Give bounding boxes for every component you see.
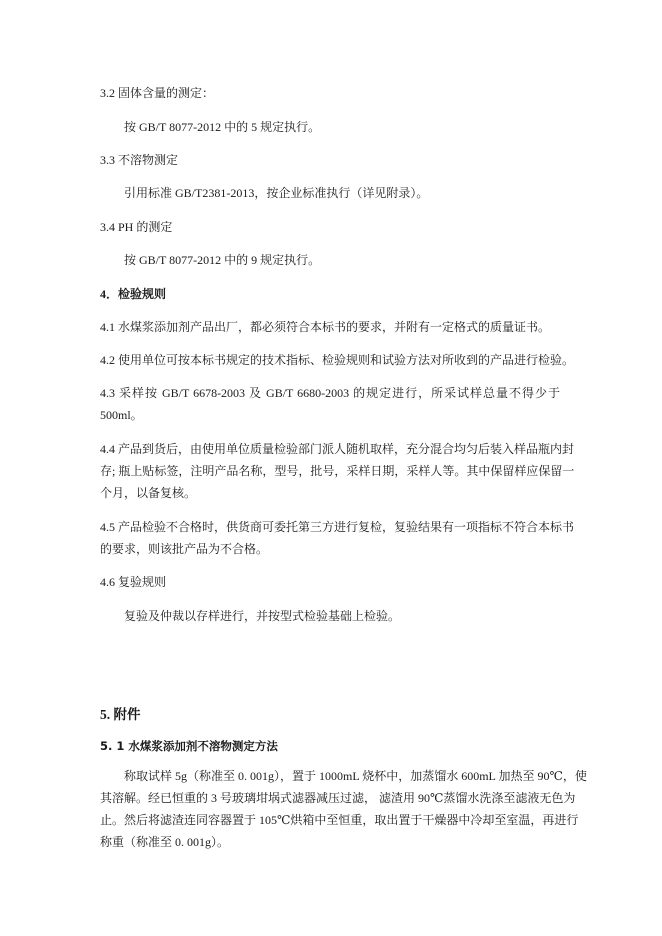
item-4-6-body: 复验及仲裁以存样进行，并按型式检验基础上检验。 (124, 609, 401, 623)
section-3-3-heading: 3.3 不溶物测定 (100, 153, 179, 167)
section-4-heading: 4．检验规则 (100, 287, 167, 301)
section-5-1-heading: 5. 1 水煤浆添加剂不溶物测定方法 (100, 739, 278, 753)
section-5-1-line-1: 称取试样 5g（称准至 0. 001g），置于 1000mL 烧杯中，加蒸馏水 600mL 加热至 90℃，使 (124, 769, 587, 783)
section-5-1-line-3: 止。然后将滤渣连同容器置于 105℃烘箱中至恒重，取出置于干燥器中冷却至室温，再进行 (100, 813, 579, 827)
item-4-4-line-1: 4.4 产品到货后，由使用单位质量检验部门派人随机取样，充分混合均匀后装入样品瓶内封 (100, 442, 575, 456)
section-5-1-line-4: 称重（称准至 0. 001g）。 (100, 835, 230, 849)
item-4-2: 4.2 使用单位可按本标书规定的技术指标、检验规则和试验方法对所收到的产品进行检验。 (100, 353, 575, 367)
item-4-6-heading: 4.6 复验规则 (100, 575, 167, 589)
item-4-5-line-2: 的要求，则该批产品为不合格。 (100, 542, 269, 556)
section-3-2-body: 按 GB/T 8077-2012 中的 5 规定执行。 (124, 120, 321, 134)
section-3-2-heading: 3.2 固体含量的测定： (100, 86, 215, 100)
section-3-4-heading: 3.4 PH 的测定 (100, 220, 173, 234)
item-4-1: 4.1 水煤浆添加剂产品出厂，都必须符合本标书的要求，并附有一定格式的质量证书。 (100, 320, 551, 334)
item-4-5-line-1: 4.5 产品检验不合格时，供货商可委托第三方进行复检，复验结果有一项指标不符合本标书 (100, 520, 575, 534)
section-5-1-line-2: 其溶解。经已恒重的 3 号玻璃坩埚式滤器减压过滤， 滤渣用 90℃蒸馏水洗涤至滤液无色为 (100, 791, 576, 805)
section-3-4-body: 按 GB/T 8077-2012 中的 9 规定执行。 (124, 253, 321, 267)
item-4-4-line-3: 个月，以备复核。 (100, 486, 197, 500)
item-4-3-line-2: 500ml。 (100, 408, 143, 422)
item-4-3-line-1: 4.3 采样按 GB/T 6678-2003 及 GB/T 6680-2003 的规定进行，所采试样总量不得少于 (100, 386, 560, 400)
item-4-4-line-2: 存; 瓶上贴标签，注明产品名称，型号，批号，采样日期，采样人等。其中保留样应保留一 (100, 464, 575, 478)
section-3-3-body: 引用标准 GB/T2381-2013，按企业标准执行（详见附录）。 (124, 186, 429, 200)
section-5-heading: 5. 附件 (100, 707, 141, 722)
